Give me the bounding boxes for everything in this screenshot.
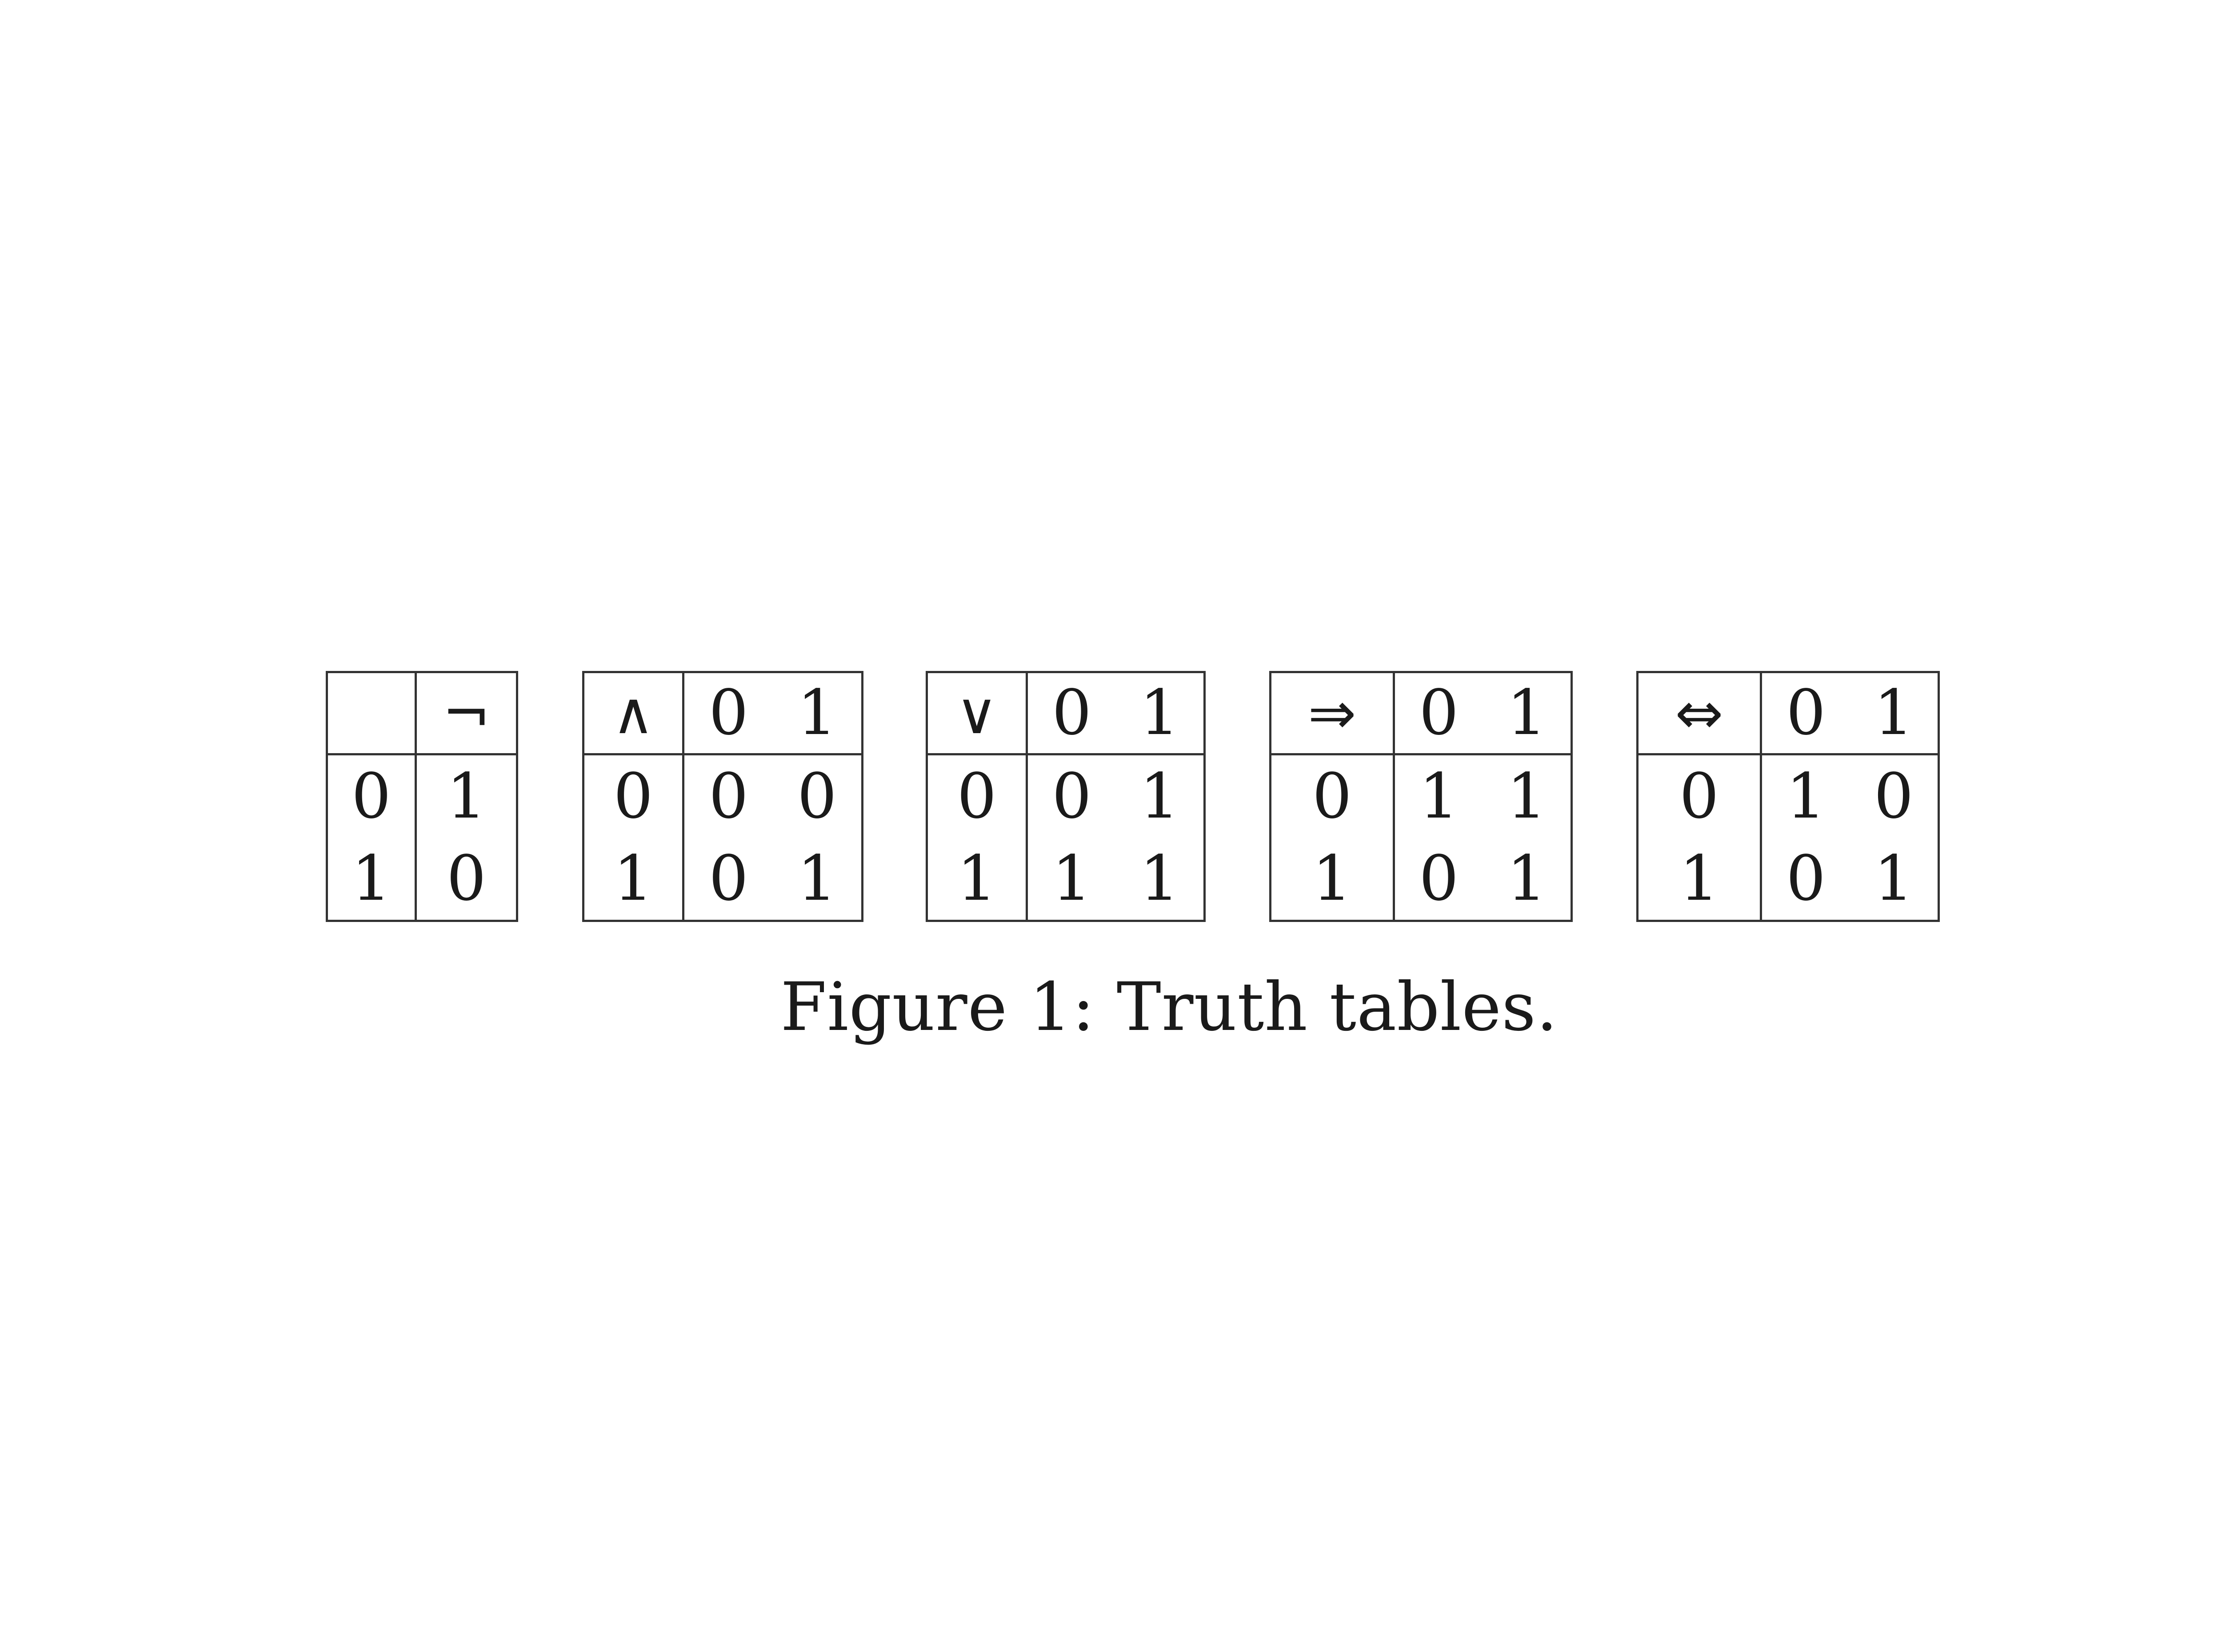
table-cell: 1 xyxy=(1419,760,1459,833)
table-cell: 1 xyxy=(1139,760,1179,833)
table-cell: 0 xyxy=(1052,760,1092,833)
figure-caption: Figure 1: Truth tables. xyxy=(780,969,1558,1046)
column-header: 0 xyxy=(683,672,773,754)
table-cell: 0 xyxy=(1874,760,1914,833)
table-row xyxy=(1638,754,1939,838)
table-row xyxy=(927,838,1205,921)
table-cell: 1 xyxy=(1139,842,1179,915)
column-header: 0 xyxy=(1394,672,1483,754)
table-cell: 1 xyxy=(1874,842,1914,915)
column-header: 1 xyxy=(1116,672,1205,754)
row-input: 0 xyxy=(1638,754,1761,838)
table-row xyxy=(327,838,517,921)
row-input: 1 xyxy=(927,838,1027,921)
operator-iff-symbol: ⇔ xyxy=(1638,672,1761,754)
table-cell: 0 xyxy=(446,842,487,915)
table-row xyxy=(327,754,517,838)
empty-header-cell xyxy=(327,672,416,754)
table-row xyxy=(583,754,863,838)
table-cell: 0 xyxy=(708,842,749,915)
table-row xyxy=(1638,838,1939,921)
table-row xyxy=(1271,754,1572,838)
row-input: 1 xyxy=(327,838,416,921)
truth-table-iff xyxy=(1636,671,1940,922)
truth-table-and xyxy=(582,671,863,922)
operator-implies-symbol: ⇒ xyxy=(1271,672,1394,754)
table-row xyxy=(583,838,863,921)
table-header-row xyxy=(327,672,517,754)
table-cell: 1 xyxy=(1507,760,1547,833)
truth-tables-figure xyxy=(0,671,2222,920)
column-header: 0 xyxy=(1027,672,1116,754)
table-header-row xyxy=(583,672,863,754)
row-input: 1 xyxy=(1271,838,1394,921)
row-input: 1 xyxy=(583,838,683,921)
table-cell: 1 xyxy=(797,842,837,915)
row-input: 0 xyxy=(583,754,683,838)
row-input: 1 xyxy=(1638,838,1761,921)
column-header: 1 xyxy=(1483,672,1572,754)
row-input: 0 xyxy=(1271,754,1394,838)
table-cell: 1 xyxy=(1052,842,1092,915)
operator-not-symbol: ¬ xyxy=(416,672,517,754)
table-cell: 1 xyxy=(446,760,487,833)
table-row xyxy=(1271,838,1572,921)
column-header: 1 xyxy=(1850,672,1939,754)
operator-and-symbol: ∧ xyxy=(583,672,683,754)
table-header-row xyxy=(1638,672,1939,754)
operator-or-symbol: ∨ xyxy=(927,672,1027,754)
table-cell: 1 xyxy=(1507,842,1547,915)
truth-table-implies xyxy=(1269,671,1573,922)
table-cell: 0 xyxy=(1419,842,1459,915)
table-cell: 0 xyxy=(1786,842,1826,915)
truth-table-not xyxy=(326,671,518,922)
column-header: 0 xyxy=(1761,672,1850,754)
truth-table-or xyxy=(926,671,1206,922)
table-cell: 1 xyxy=(1786,760,1826,833)
row-input: 0 xyxy=(327,754,416,838)
table-header-row xyxy=(1271,672,1572,754)
column-header: 1 xyxy=(773,672,863,754)
table-header-row xyxy=(927,672,1205,754)
table-cell: 0 xyxy=(797,760,837,833)
row-input: 0 xyxy=(927,754,1027,838)
table-row xyxy=(927,754,1205,838)
table-cell: 0 xyxy=(708,760,749,833)
